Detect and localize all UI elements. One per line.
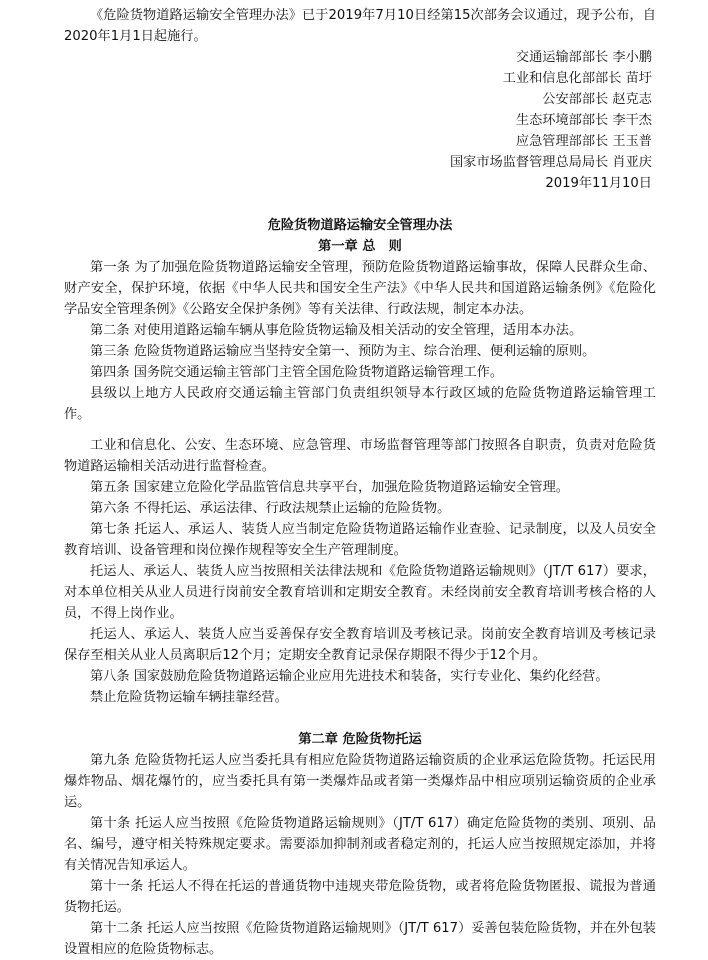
chapter-2-body	[64, 750, 656, 960]
article-paragraph: 第九条 危险货物托运人应当委托具有相应危险货物道路运输资质的企业承运危险货物。托运民用爆炸物品、烟花爆竹的，应当委托具有第一类爆炸品或者第一类爆炸品中相应项别运输资质的企业承运。	[64, 753, 656, 810]
article-paragraph: 第四条 国务院交通运输主管部门主管全国危险货物道路运输管理工作。	[90, 365, 504, 380]
article-paragraph: 托运人、承运人、装货人应当妥善保存安全教育培训及考核记录。岗前安全教育培训及考核记录保存至相关从业人员离职后12个月；定期安全教育记录保存期限不得少于12个月。	[64, 627, 656, 663]
article-paragraph: 第二条 对使用道路运输车辆从事危险货物运输及相关活动的安全管理，适用本办法。	[90, 323, 583, 338]
chapter-1-body	[64, 257, 656, 708]
signatory-line: 公安部部长 赵克志	[542, 92, 652, 107]
article-paragraph: 第一条 为了加强危险货物道路运输安全管理，预防危险货物道路运输事故，保障人民群众生命、财产安全，保护环境，依据《中华人民共和国安全生产法》《中华人民共和国道路运输条例》《危险化学品安全管理条例》《公路安全保护条例》等有关法律、行政法规，制定本办法。	[64, 260, 656, 317]
signatory-line: 国家市场监督管理总局局长 肖亚庆	[449, 155, 652, 170]
article-paragraph: 第十一条 托运人不得在托运的普通货物中违规夹带危险货物，或者将危险货物匿报、谎报为普通货物托运。	[64, 879, 656, 915]
article-paragraph: 第十条 托运人应当按照《危险货物道路运输规则》（JT/T 617）确定危险货物的类别、项别、品名、编号，遵守相关特殊规定要求。需要添加抑制剂或者稳定剂的，托运人应当按照规定添加，并将有关情况告知承运人。	[64, 816, 656, 873]
document-page	[64, 5, 656, 960]
article-paragraph: 禁止危险货物运输车辆挂靠经营。	[90, 690, 288, 705]
signatory-line: 工业和信息化部部长 苗圩	[502, 71, 652, 86]
signature-date: 2019年11月10日	[545, 176, 652, 191]
article-paragraph: 第五条 国家建立危险化学品监管信息共享平台，加强危险货物道路运输安全管理。	[90, 480, 569, 495]
paragraph-gap	[64, 425, 656, 435]
article-paragraph: 第十二条 托运人应当按照《危险货物道路运输规则》（JT/T 617）妥善包装危险货物，并在外包装设置相应的危险货物标志。	[64, 921, 656, 957]
article-paragraph: 第七条 托运人、承运人、装货人应当制定危险货物道路运输作业查验、记录制度，以及人员安全教育培训、设备管理和岗位操作规程等安全生产管理制度。	[64, 522, 656, 558]
signatory-line: 生态环境部部长 李干杰	[515, 113, 652, 128]
article-paragraph: 工业和信息化、公安、生态环境、应急管理、市场监督管理等部门按照各自职责，负责对危险货物道路运输相关活动进行监督检查。	[64, 438, 656, 474]
signature-block	[64, 47, 656, 194]
article-paragraph: 县级以上地方人民政府交通运输主管部门负责组织领导本行政区域的危险货物道路运输管理工作。	[64, 386, 656, 422]
article-paragraph: 第三条 危险货物道路运输应当坚持安全第一、预防为主、综合治理、便利运输的原则。	[90, 344, 596, 359]
chapter-2-title: 第二章 危险货物托运	[298, 732, 422, 747]
chapter-1-title: 第一章 总 则	[318, 239, 402, 254]
document-title: 危险货物道路运输安全管理办法	[267, 218, 453, 233]
article-paragraph: 托运人、承运人、装货人应当按照相关法律法规和《危险货物道路运输规则》（JT/T 617）要求，对本单位相关从业人员进行岗前安全教育培训和定期安全教育。未经岗前安全教育培训考核合格的人员，不得上岗作业。	[64, 564, 656, 621]
intro-paragraph: 《危险货物道路运输安全管理办法》已于2019年7月10日经第15次部务会议通过，现予公布，自2020年1月1日起施行。	[64, 8, 656, 44]
signatory-line: 应急管理部部长 王玉普	[515, 134, 652, 149]
article-paragraph: 第六条 不得托运、承运法律、行政法规禁止运输的危险货物。	[90, 501, 451, 516]
signatory-line: 交通运输部部长 李小鹏	[515, 50, 652, 65]
article-paragraph: 第八条 国家鼓励危险货物道路运输企业应用先进技术和装备，实行专业化、集约化经营。	[90, 669, 609, 684]
